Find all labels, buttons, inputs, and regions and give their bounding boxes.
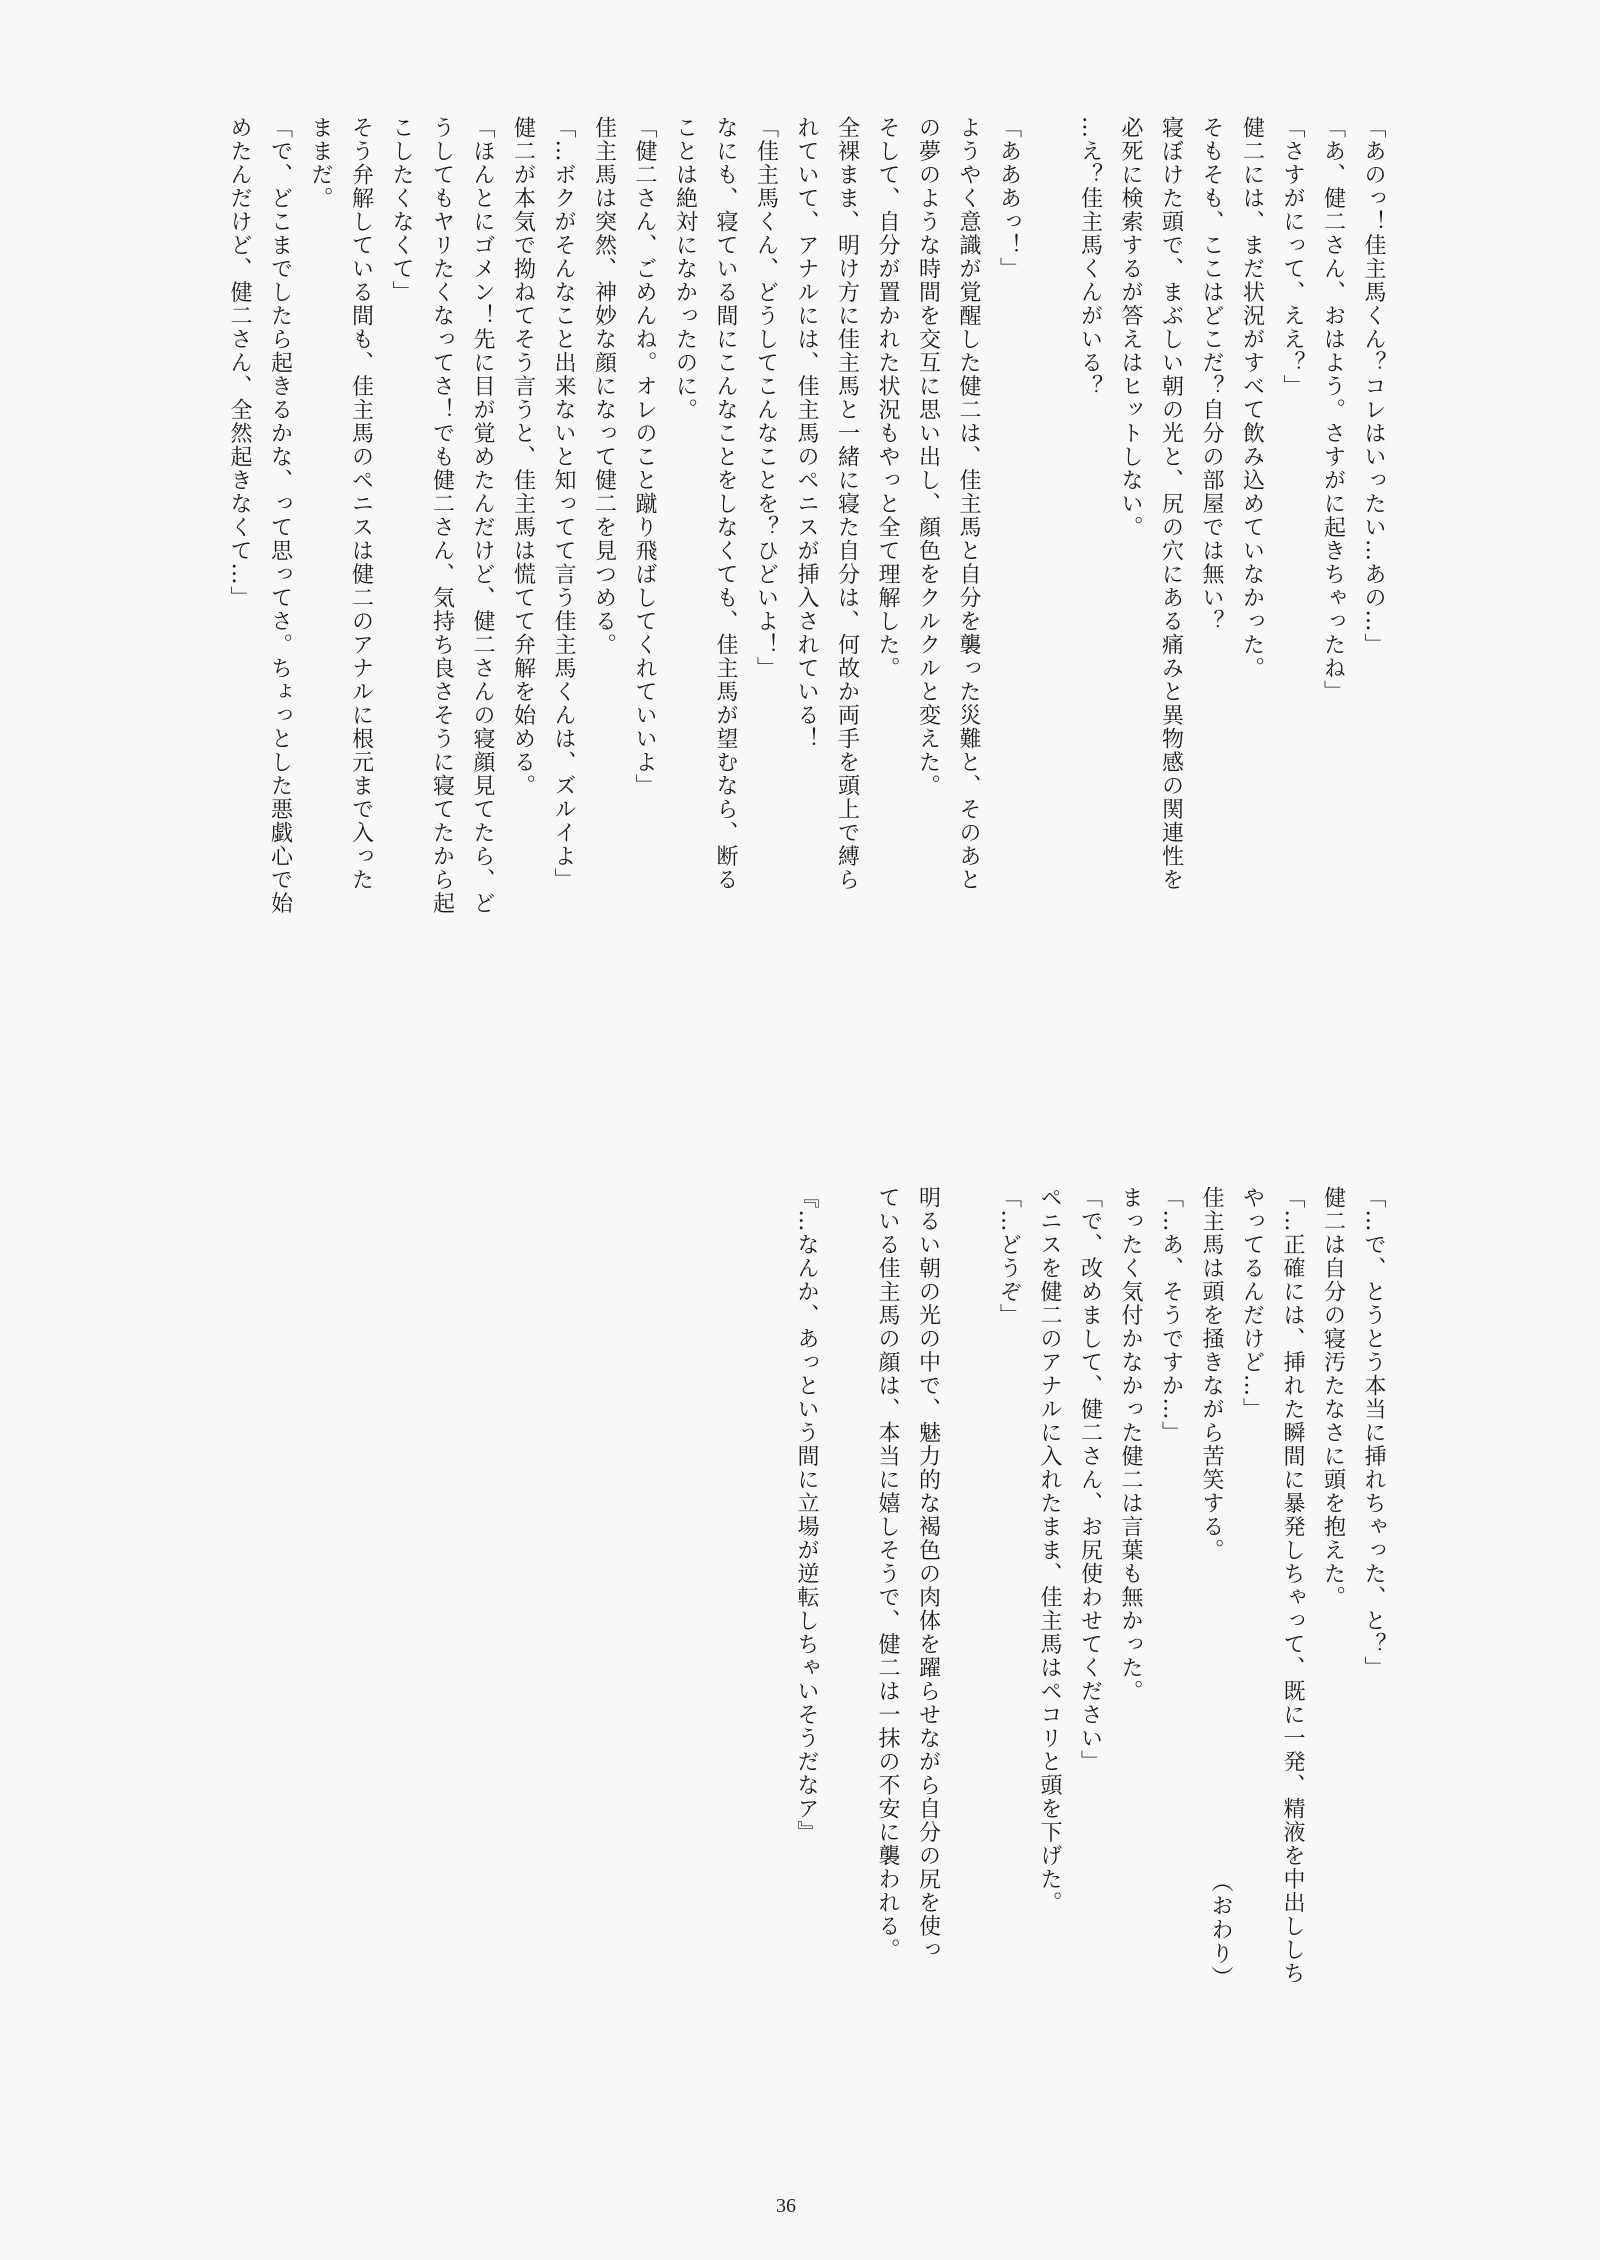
text-line: の夢のような時間を交互に思い出し、顔色をクルクルと変えた。 bbox=[915, 116, 941, 798]
text-line: 健二は自分の寝汚たなさに頭を抱えた。 bbox=[1320, 1186, 1346, 1609]
text-line: ままだ。 bbox=[308, 116, 333, 210]
text-line: めたんだけど、健二さん、全然起きなくて…」 bbox=[227, 116, 252, 610]
text-line: 「あのっ！佳主馬くん？コレはいったい…あの…」 bbox=[1361, 116, 1386, 657]
text-line: 必死に検索するが答えはヒットしない。 bbox=[1118, 116, 1143, 539]
text-line: やってるんだけど…」 bbox=[1239, 1186, 1265, 1421]
text-line: なにも、寝ている間にこんなことをしなくても、佳主馬が望むなら、断る bbox=[713, 116, 738, 892]
text-line: …え？佳主馬くんがいる？ bbox=[1077, 116, 1103, 398]
text-line: 「健二さん、ごめんね。オレのこと蹴り飛ばしてくれていいよ」 bbox=[632, 116, 657, 798]
text-line: うしてもヤリたくなってさ！でも健二さん、気持ち良さそうに寝てたから起 bbox=[429, 116, 455, 915]
text-line: 寝ぼけた頭で、まぶしい朝の光と、尻の穴にある痛みと異物感の関連性を bbox=[1158, 116, 1184, 892]
text-line: 「佳主馬くん、どうしてこんなことを？ひどいよ！」 bbox=[753, 116, 779, 680]
text-line: 「あ、健二さん、おはよう。さすがに起きちゃったね」 bbox=[1320, 116, 1346, 704]
text-line bbox=[948, 1186, 989, 2086]
text-line: まったく気付かなかった健二は言葉も無かった。 bbox=[1118, 1186, 1143, 1703]
text-line bbox=[1029, 116, 1070, 1066]
text-line: 佳主馬は突然、神妙な顔になって健二を見つめる。 bbox=[591, 116, 617, 657]
text-line: 「…ボクがそんなこと出来ないと知ってて言う佳主馬くんは、ズルイよ」 bbox=[551, 116, 576, 892]
text-line: 「…で、とうとう本当に挿れちゃった、と？」 bbox=[1361, 1186, 1386, 1680]
story-text-bottom bbox=[786, 1186, 1394, 2086]
text-line: 「で、どこまでしたら起きるかな、って思ってさ。ちょっとした悪戯心で始 bbox=[267, 116, 293, 915]
text-line bbox=[826, 1186, 867, 2086]
text-line: 佳主馬は頭を掻きながら苦笑する。 bbox=[1199, 1186, 1224, 1562]
text-line: 「あああっ！」 bbox=[996, 116, 1022, 281]
text-line: 全裸まま、明け方に佳主馬と一緒に寝た自分は、何故か両手を頭上で縛ら bbox=[834, 116, 860, 892]
story-text-top bbox=[219, 116, 1394, 1066]
text-line: ペニスを健二のアナルに入れたまま、佳主馬はペコリと頭を下げた。 bbox=[1037, 1186, 1062, 1915]
text-line: こしたくなくて」 bbox=[389, 116, 414, 304]
text-line: 「さすがにって、ええ？」 bbox=[1280, 116, 1305, 398]
text-line: そもそも、ここはどこだ？自分の部屋では無い？ bbox=[1199, 116, 1224, 633]
text-line: 『…なんか、あっという間に立場が逆転しちゃいそうだなア』 bbox=[794, 1186, 819, 1844]
text-line: 健二には、まだ状況がすべて飲み込めていなかった。 bbox=[1239, 116, 1265, 680]
end-mark: （おわり） bbox=[1208, 1870, 1233, 1990]
text-line: そう弁解している間も、佳主馬のペニスは健二のアナルに根元まで入った bbox=[348, 116, 374, 892]
text-line: 「…あ、そうですか…」 bbox=[1158, 1186, 1184, 1445]
text-line: ている佳主馬の顔は、本当に嬉しそうで、健二は一抹の不安に襲われる。 bbox=[875, 1186, 900, 1962]
text-line: ことは絶対になかったのに。 bbox=[672, 116, 698, 422]
text-line: 「ほんとにゴメン！先に目が覚めたんだけど、健二さんの寝顔見てたら、ど bbox=[470, 116, 495, 915]
text-line: 明るい朝の光の中で、魅力的な褐色の肉体を躍らせながら自分の尻を使っ bbox=[915, 1186, 941, 1962]
text-line: れていて、アナルには、佳主馬のペニスが挿入されている！ bbox=[794, 116, 819, 751]
text-line: 「…正確には、挿れた瞬間に暴発しちゃって、既に一発、精液を中出ししち bbox=[1280, 1186, 1305, 1985]
text-line: 「…どうぞ」 bbox=[996, 1186, 1022, 1327]
text-line: そして、自分が置かれた状況もやっと全て理解した。 bbox=[875, 116, 900, 680]
text-line: ようやく意識が覚醒した健二は、佳主馬と自分を襲った災難と、そのあと bbox=[956, 116, 981, 892]
text-line: 健二が本気で拗ねてそう言うと、佳主馬は慌てて弁解を始める。 bbox=[510, 116, 536, 798]
text-line: 「で、改めまして、健二さん、お尻使わせてください」 bbox=[1077, 1186, 1103, 1774]
page-number: 36 bbox=[776, 2195, 796, 2217]
